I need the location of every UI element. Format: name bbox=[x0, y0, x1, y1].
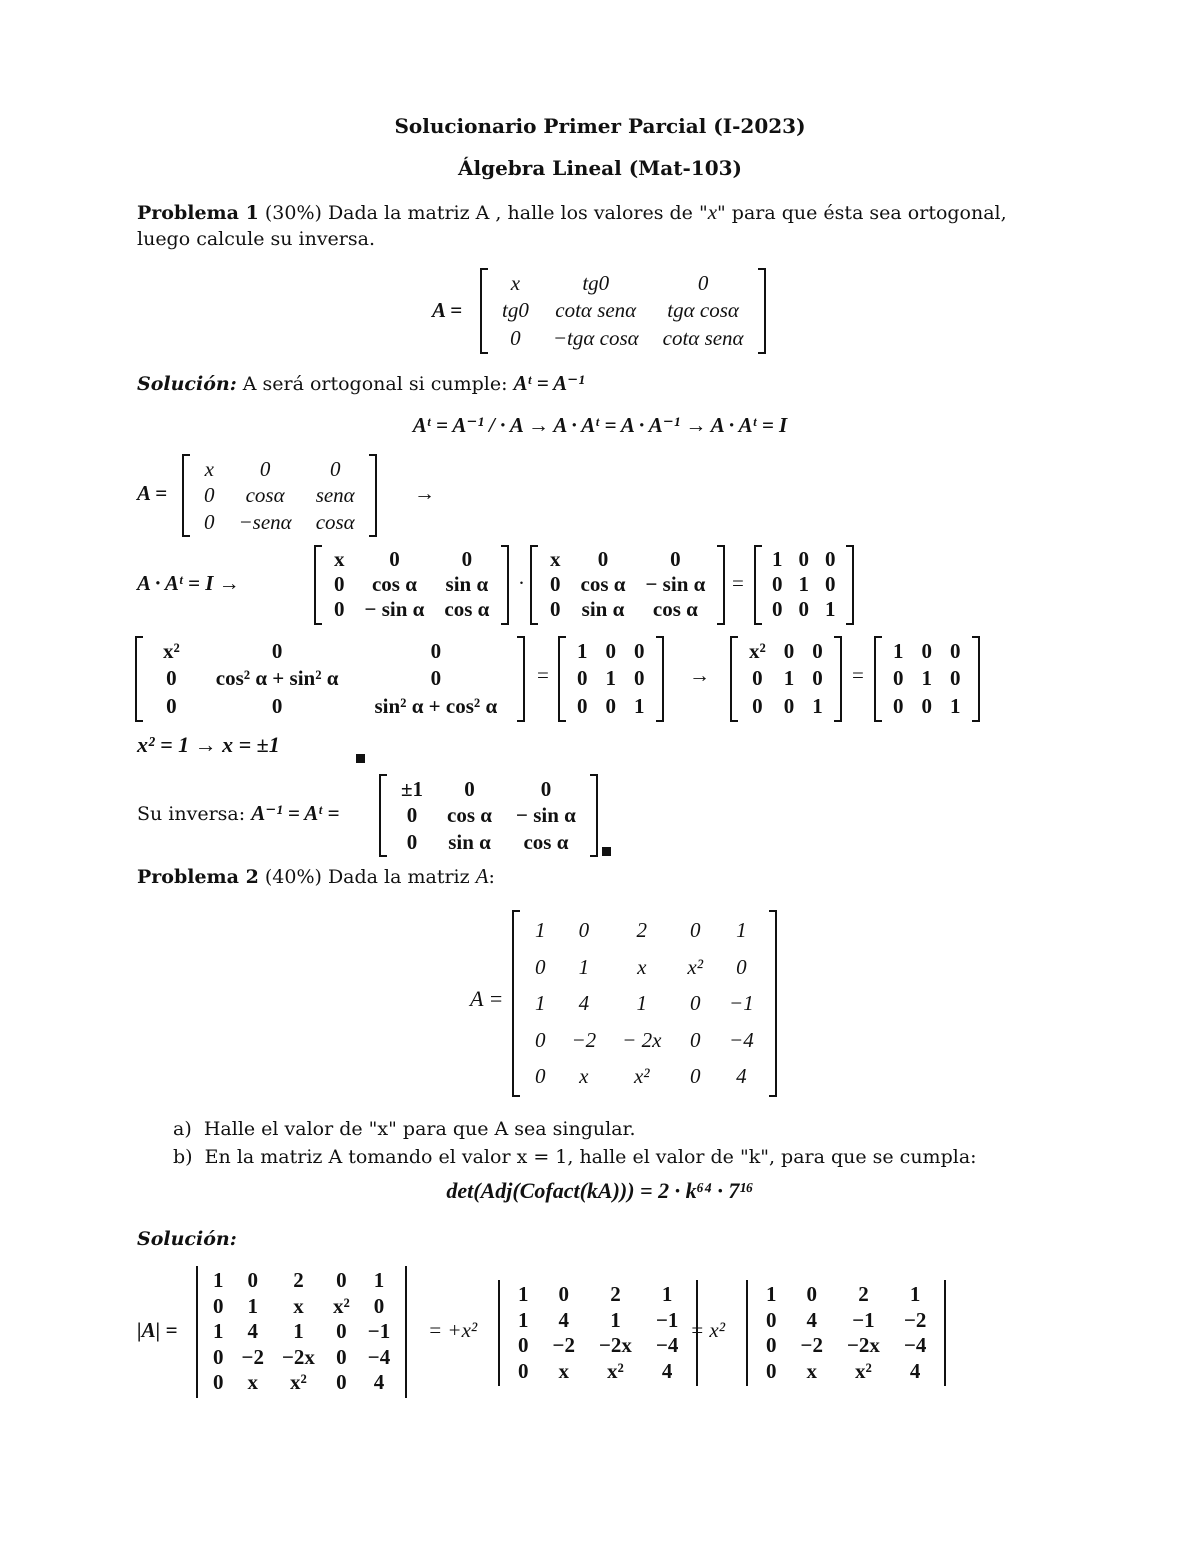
matrix-cell: 1 bbox=[293, 1319, 304, 1344]
matrix-cell: − sin α bbox=[516, 803, 576, 828]
det-bar-right bbox=[944, 1280, 946, 1386]
matrix-cell: x bbox=[579, 1064, 589, 1089]
matrix-a-5x5 bbox=[514, 910, 775, 1102]
det-bar-left bbox=[498, 1280, 500, 1386]
matrix-row bbox=[754, 1359, 938, 1385]
matrix-cell: 1 bbox=[893, 639, 904, 663]
matrix-row bbox=[884, 693, 970, 720]
matrix-row bbox=[192, 456, 367, 482]
matrix-cell: cos² α + sin² α bbox=[215, 666, 339, 691]
matrix-row bbox=[740, 693, 832, 720]
matrix-cell: 1 bbox=[577, 639, 588, 663]
matrix-cell: 0 bbox=[213, 1293, 224, 1318]
matrix-row bbox=[204, 1319, 399, 1345]
matrix-cell: 0 bbox=[373, 1293, 385, 1318]
matrix-cell: cotα senα bbox=[555, 298, 637, 323]
matrix-cell: 1 bbox=[661, 1282, 673, 1306]
matrix-cell: cosα bbox=[315, 509, 355, 534]
matrix-cell: − sin α bbox=[645, 572, 706, 597]
matrix-row bbox=[506, 1282, 690, 1308]
matrix-cell: 1 bbox=[825, 597, 836, 622]
matrix-row bbox=[490, 270, 756, 297]
bracket-right bbox=[590, 774, 598, 857]
matrix-row bbox=[522, 1022, 767, 1059]
matrix-cell: −2 bbox=[800, 1333, 823, 1358]
matrix-cell: x² bbox=[163, 639, 180, 663]
matrix-cell: 4 bbox=[247, 1319, 258, 1344]
inverse-matrix bbox=[381, 774, 596, 863]
matrix-cell: x bbox=[637, 954, 647, 979]
bracket-right bbox=[501, 545, 509, 625]
matrix-row bbox=[522, 1058, 767, 1095]
matrix-cell: cos α bbox=[371, 572, 417, 597]
matrix-cell: −1 bbox=[655, 1307, 679, 1332]
matrix-cell: 1 bbox=[798, 572, 809, 597]
matrix-row bbox=[389, 829, 588, 855]
matrix-cell: 0 bbox=[518, 1333, 529, 1358]
matrix-cell: x bbox=[334, 547, 345, 571]
matrix-cell: 0 bbox=[577, 666, 588, 691]
matrix-cell: 0 bbox=[893, 693, 904, 718]
matrix-a bbox=[482, 268, 764, 359]
matrix-cell: 0 bbox=[766, 1358, 777, 1383]
matrix-cell: −2x bbox=[846, 1333, 880, 1358]
matrix-cell: 1 bbox=[812, 693, 823, 718]
document-title: Solucionario Primer Parcial (I-2023) bbox=[394, 114, 806, 138]
matrix-cell: 1 bbox=[766, 1282, 777, 1306]
det-bar-left bbox=[746, 1280, 748, 1386]
matrix-cell: sin α bbox=[445, 572, 489, 597]
qed-mark bbox=[602, 847, 611, 856]
matrix-row bbox=[754, 1308, 938, 1334]
matrix-cell: −2 bbox=[241, 1344, 264, 1369]
matrix-cell: 1 bbox=[950, 693, 961, 718]
matrix-row bbox=[540, 572, 715, 597]
matrix-cell: x² bbox=[332, 1293, 350, 1318]
bracket-left bbox=[379, 774, 387, 857]
det-bar-left bbox=[196, 1266, 198, 1398]
reduced-matrix bbox=[732, 636, 840, 728]
matrix-cell: 1 bbox=[247, 1293, 258, 1318]
matrix-row bbox=[145, 665, 515, 692]
matrix-cell: −4 bbox=[655, 1333, 679, 1358]
matrix-cell: −tgα cosα bbox=[552, 325, 639, 350]
matrix-row bbox=[522, 985, 767, 1022]
matrix-cell: 0 bbox=[464, 777, 475, 801]
matrix-row bbox=[506, 1359, 690, 1385]
item-a: a) Halle el valor de "x" para que A sea singular. bbox=[173, 1118, 636, 1140]
matrix-cell: 4 bbox=[661, 1358, 673, 1383]
matrix-cell: x² bbox=[607, 1358, 624, 1383]
matrix-cell: 1 bbox=[605, 666, 616, 691]
matrix-cell: ±1 bbox=[401, 777, 424, 801]
matrix-cell: 0 bbox=[634, 666, 645, 691]
matrix-row bbox=[192, 482, 367, 508]
matrix-cell: 0 bbox=[213, 1344, 224, 1369]
matrix-cell: 0 bbox=[783, 693, 795, 718]
matrix-cell: 0 bbox=[689, 918, 701, 942]
matrix-row bbox=[490, 325, 756, 352]
matrix-cell: 0 bbox=[389, 547, 400, 571]
problem1-statement-cont: luego calcule su inversa. bbox=[137, 228, 376, 250]
matrix-cell: 0 bbox=[772, 572, 783, 597]
matrix-cell: 0 bbox=[689, 1064, 701, 1089]
matrix-cell: − sin α bbox=[364, 597, 425, 622]
matrix-cell: cotα senα bbox=[662, 325, 744, 350]
matrix-cell: 0 bbox=[336, 1268, 347, 1292]
matrix-cell: −4 bbox=[903, 1333, 927, 1358]
matrix-cell: 0 bbox=[204, 483, 215, 508]
bracket-right bbox=[846, 545, 854, 625]
matrix-row bbox=[764, 547, 844, 572]
bracket-right bbox=[717, 545, 725, 625]
matrix-cell: 4 bbox=[578, 991, 590, 1016]
matrix-cell: 0 bbox=[259, 457, 271, 481]
result-matrix bbox=[137, 636, 523, 728]
matrix-row bbox=[145, 638, 515, 665]
matrix-cell: −1 bbox=[852, 1307, 875, 1332]
matrix-cell: x bbox=[550, 547, 561, 571]
matrix-row bbox=[204, 1268, 399, 1294]
matrix-cell: 0 bbox=[535, 954, 546, 979]
det-matrix-5x5 bbox=[196, 1266, 407, 1404]
matrix-row bbox=[506, 1333, 690, 1359]
equals: = bbox=[852, 663, 864, 687]
bracket-right bbox=[972, 636, 980, 722]
solution1-line: Solución: A será ortogonal si cumple: Aᵗ = A⁻¹ bbox=[137, 371, 585, 395]
equals: = bbox=[732, 571, 744, 595]
matrix-cell: x bbox=[806, 1358, 817, 1383]
matrix-row bbox=[568, 665, 654, 692]
bracket-right bbox=[656, 636, 664, 722]
matrix-row bbox=[324, 597, 499, 622]
matrix-cell: 0 bbox=[783, 639, 795, 663]
matrix-cell: 0 bbox=[577, 693, 588, 718]
matrix-cell: 0 bbox=[689, 1027, 701, 1052]
matrix-cell: 0 bbox=[736, 954, 747, 979]
simplified-a-label: A = bbox=[137, 481, 168, 505]
matrix-row bbox=[740, 665, 832, 692]
bracket-right bbox=[769, 910, 777, 1097]
matrix-row bbox=[540, 597, 715, 622]
identity-matrix bbox=[560, 636, 662, 728]
matrix-row bbox=[324, 572, 499, 597]
product-label: A · Aᵗ = I → bbox=[137, 571, 240, 595]
matrix-cell: 0 bbox=[766, 1333, 777, 1358]
simplified-matrix-a bbox=[184, 454, 375, 542]
matrix-cell: x bbox=[510, 271, 521, 295]
matrix-cell: 0 bbox=[271, 639, 283, 663]
matrix-cell: 0 bbox=[752, 693, 763, 718]
matrix-cell: 0 bbox=[766, 1307, 777, 1332]
dot-operator: · bbox=[518, 571, 525, 595]
bracket-right bbox=[369, 454, 377, 537]
product-matrix-at bbox=[532, 545, 723, 631]
matrix-cell: −2x bbox=[281, 1344, 315, 1369]
matrix-cell: 0 bbox=[806, 1282, 817, 1306]
matrix-cell: 1 bbox=[772, 547, 783, 571]
matrix2-label: A = bbox=[470, 986, 504, 1011]
matrix-row bbox=[204, 1370, 399, 1396]
solution2-label: Solución: bbox=[137, 1228, 237, 1250]
problem1-statement: Problema 1 (30%) Dada la matriz A , halle los valores de "x" para que ésta sea ortogonal, bbox=[137, 200, 1007, 224]
bracket-right bbox=[517, 636, 525, 722]
bracket-left bbox=[874, 636, 882, 722]
matrix-cell: 0 bbox=[550, 572, 561, 597]
matrix-cell: 4 bbox=[806, 1307, 817, 1332]
matrix-cell: −4 bbox=[367, 1344, 391, 1369]
x-result: x² = 1 → x = ±1 bbox=[137, 732, 280, 757]
matrix-cell: 0 bbox=[798, 547, 809, 571]
solution1-label: Solución: bbox=[137, 373, 237, 395]
matrix-cell: −2 bbox=[903, 1307, 927, 1332]
matrix-cell: x bbox=[247, 1370, 258, 1395]
matrix-cell: 0 bbox=[825, 572, 836, 597]
matrix-cell: 4 bbox=[736, 1064, 747, 1089]
bracket-left bbox=[530, 545, 538, 625]
problem2-statement: Problema 2 (40%) Dada la matriz A: bbox=[137, 864, 495, 888]
bracket-right bbox=[758, 268, 766, 354]
matrix-cell: −2 bbox=[552, 1333, 575, 1358]
matrix-cell: 0 bbox=[893, 666, 904, 691]
course-subtitle: Álgebra Lineal (Mat-103) bbox=[457, 156, 743, 180]
matrix-row bbox=[389, 776, 588, 802]
matrix-row bbox=[506, 1308, 690, 1334]
det-bar-right bbox=[405, 1266, 407, 1398]
det-eq1: = +x² bbox=[428, 1318, 478, 1342]
matrix-row bbox=[740, 638, 832, 665]
matrix-cell: x² bbox=[633, 1064, 650, 1089]
matrix-cell: 0 bbox=[540, 777, 552, 801]
matrix-cell: 1 bbox=[736, 918, 747, 942]
identity-matrix bbox=[756, 545, 852, 631]
matrix-cell: 1 bbox=[634, 693, 645, 718]
matrix-cell: sin α bbox=[581, 597, 625, 622]
det-label: |A| = bbox=[137, 1318, 178, 1342]
matrix-cell: tg0 bbox=[582, 271, 610, 295]
matrix-cell: 2 bbox=[858, 1282, 869, 1306]
matrix-cell: tg0 bbox=[502, 298, 529, 323]
matrix-cell: cos α bbox=[523, 829, 569, 854]
matrix-row bbox=[204, 1294, 399, 1320]
matrix-cell: cos α bbox=[447, 803, 492, 828]
matrix-cell: −1 bbox=[729, 991, 754, 1016]
matrix-cell: 0 bbox=[578, 918, 590, 942]
matrix-cell: 0 bbox=[535, 1064, 546, 1089]
inverse-label: Su inversa: A⁻¹ = Aᵗ = bbox=[137, 801, 340, 825]
matrix-cell: sin α bbox=[448, 829, 491, 854]
matrix-cell: cos α bbox=[444, 597, 490, 622]
matrix-cell: 1 bbox=[578, 954, 590, 979]
matrix-cell: x bbox=[558, 1358, 569, 1383]
det-matrix-4x4-b bbox=[746, 1280, 946, 1392]
bracket-right bbox=[834, 636, 842, 722]
matrix-cell: 0 bbox=[271, 693, 283, 718]
matrix-row bbox=[522, 912, 767, 949]
matrix-cell: 0 bbox=[950, 666, 961, 691]
matrix-cell: x bbox=[204, 457, 214, 481]
matrix-cell: 0 bbox=[334, 597, 345, 622]
problem1-label: Problema 1 bbox=[137, 202, 259, 224]
identity-matrix bbox=[876, 636, 978, 728]
matrix-cell: sin² α + cos² α bbox=[374, 693, 498, 718]
matrix-cell: 0 bbox=[689, 991, 701, 1016]
orthogonal-chain: Aᵗ = A⁻¹ / · A → A · Aᵗ = A · A⁻¹ → A · Aᵗ = I bbox=[412, 413, 788, 437]
matrix-cell: x² bbox=[687, 954, 704, 979]
matrix-row bbox=[145, 693, 515, 720]
matrix-cell: 0 bbox=[334, 572, 345, 597]
matrix-cell: 1 bbox=[909, 1282, 921, 1306]
matrix-cell: 0 bbox=[752, 666, 763, 691]
matrix-cell: 1 bbox=[921, 666, 932, 691]
matrix-cell: 4 bbox=[909, 1358, 921, 1383]
matrix-row bbox=[754, 1282, 938, 1308]
matrix-cell: 0 bbox=[558, 1282, 569, 1306]
det-matrix-4x4-a bbox=[498, 1280, 698, 1392]
matrix-row bbox=[490, 297, 756, 324]
matrix-cell: 0 bbox=[825, 547, 836, 571]
matrix-cell: 0 bbox=[697, 271, 709, 295]
matrix-row bbox=[522, 949, 767, 986]
matrix-cell: 0 bbox=[247, 1268, 258, 1292]
matrix-cell: 0 bbox=[166, 666, 177, 691]
matrix-cell: 0 bbox=[921, 693, 932, 718]
matrix-cell: 0 bbox=[772, 597, 783, 622]
matrix-cell: 4 bbox=[373, 1370, 385, 1395]
matrix-cell: 0 bbox=[812, 639, 823, 663]
matrix-cell: 0 bbox=[430, 639, 442, 663]
matrix-cell: cos α bbox=[652, 597, 698, 622]
bracket-left bbox=[480, 268, 488, 354]
matrix-cell: x² bbox=[290, 1370, 307, 1395]
matrix-cell: 1 bbox=[518, 1282, 529, 1306]
matrix-cell: 0 bbox=[798, 597, 809, 622]
matrix-row bbox=[204, 1345, 399, 1371]
matrix-row bbox=[540, 547, 715, 572]
matrix-cell: tgα cosα bbox=[667, 298, 739, 323]
matrix-cell: 0 bbox=[329, 457, 341, 481]
equals: = bbox=[537, 663, 549, 687]
matrix-cell: 1 bbox=[535, 918, 546, 942]
matrix-cell: 1 bbox=[373, 1268, 385, 1292]
matrix-cell: 0 bbox=[670, 547, 681, 571]
matrix-row bbox=[764, 572, 844, 597]
matrix-row bbox=[884, 638, 970, 665]
matrix-cell: x² bbox=[855, 1358, 872, 1383]
matrix-cell: 0 bbox=[336, 1370, 347, 1395]
qed-mark bbox=[356, 754, 365, 763]
matrix-cell: 0 bbox=[406, 803, 418, 828]
matrix-cell: 0 bbox=[461, 547, 473, 571]
matrix-cell: 1 bbox=[213, 1268, 224, 1292]
matrix-cell: cos α bbox=[580, 572, 626, 597]
inverse-lhs: A⁻¹ = Aᵗ = bbox=[251, 801, 340, 825]
matrix-cell: 0 bbox=[597, 547, 609, 571]
matrix-cell: 1 bbox=[213, 1319, 224, 1344]
matrix-cell: senα bbox=[315, 483, 355, 508]
matrix-cell: x bbox=[293, 1293, 304, 1318]
matrix-cell: 0 bbox=[204, 509, 215, 534]
matrix-cell: 0 bbox=[550, 597, 561, 622]
matrix-row bbox=[764, 597, 844, 622]
matrix-a-label: A = bbox=[432, 298, 463, 322]
matrix-row bbox=[884, 665, 970, 692]
bracket-left bbox=[730, 636, 738, 722]
bracket-left bbox=[135, 636, 143, 722]
matrix-row bbox=[568, 638, 654, 665]
bracket-left bbox=[754, 545, 762, 625]
matrix-cell: 0 bbox=[336, 1344, 347, 1369]
matrix-cell: 0 bbox=[430, 666, 442, 691]
matrix-cell: 1 bbox=[518, 1307, 529, 1332]
det-eq2: = x² bbox=[690, 1318, 726, 1342]
matrix-row bbox=[324, 547, 499, 572]
matrix-cell: 0 bbox=[605, 693, 616, 718]
matrix-cell: 2 bbox=[636, 918, 648, 942]
matrix-cell: 1 bbox=[783, 666, 795, 691]
bracket-left bbox=[182, 454, 190, 537]
matrix-row bbox=[192, 509, 367, 535]
matrix-cell: 0 bbox=[336, 1319, 347, 1344]
matrix-cell: 0 bbox=[518, 1358, 529, 1383]
matrix-cell: 1 bbox=[610, 1307, 621, 1332]
matrix-cell: 2 bbox=[293, 1268, 304, 1292]
matrix-cell: − 2x bbox=[622, 1027, 662, 1052]
matrix-row bbox=[389, 802, 588, 828]
det-formula: det(Adj(Cofact(kA))) = 2 · k⁶⁴ · 7¹⁶ bbox=[446, 1178, 754, 1203]
matrix-cell: 0 bbox=[812, 666, 823, 691]
matrix-cell: 4 bbox=[558, 1307, 569, 1332]
matrix-cell: −2 bbox=[571, 1027, 597, 1052]
bracket-left bbox=[314, 545, 322, 625]
matrix-cell: 0 bbox=[634, 639, 645, 663]
item-b: b) En la matriz A tomando el valor x = 1, halle el valor de "k", para que se cumpla: bbox=[173, 1146, 977, 1168]
matrix-cell: −senα bbox=[238, 509, 292, 534]
bracket-left bbox=[512, 910, 520, 1097]
matrix-cell: 0 bbox=[406, 829, 418, 854]
matrix-cell: 1 bbox=[535, 991, 546, 1016]
matrix-cell: 0 bbox=[510, 325, 521, 350]
matrix-cell: cosα bbox=[245, 483, 285, 508]
bracket-left bbox=[558, 636, 566, 722]
matrix-cell: 0 bbox=[535, 1027, 546, 1052]
matrix-cell: −4 bbox=[729, 1027, 754, 1052]
matrix-cell: −1 bbox=[367, 1319, 391, 1344]
matrix-cell: 0 bbox=[950, 639, 961, 663]
matrix-cell: 0 bbox=[921, 639, 932, 663]
matrix-cell: x² bbox=[749, 639, 766, 663]
matrix-row bbox=[568, 693, 654, 720]
matrix-cell: 0 bbox=[166, 693, 177, 718]
matrix-cell: 1 bbox=[636, 991, 648, 1016]
problem2-label: Problema 2 bbox=[137, 866, 259, 888]
matrix-row bbox=[754, 1333, 938, 1359]
arrow: → bbox=[414, 481, 435, 505]
matrix-cell: 0 bbox=[605, 639, 616, 663]
product-matrix-a bbox=[316, 545, 507, 631]
arrow: → bbox=[689, 663, 710, 687]
matrix-cell: −2x bbox=[598, 1333, 632, 1358]
matrix-cell: 2 bbox=[610, 1282, 621, 1306]
matrix-cell: 0 bbox=[213, 1370, 224, 1395]
